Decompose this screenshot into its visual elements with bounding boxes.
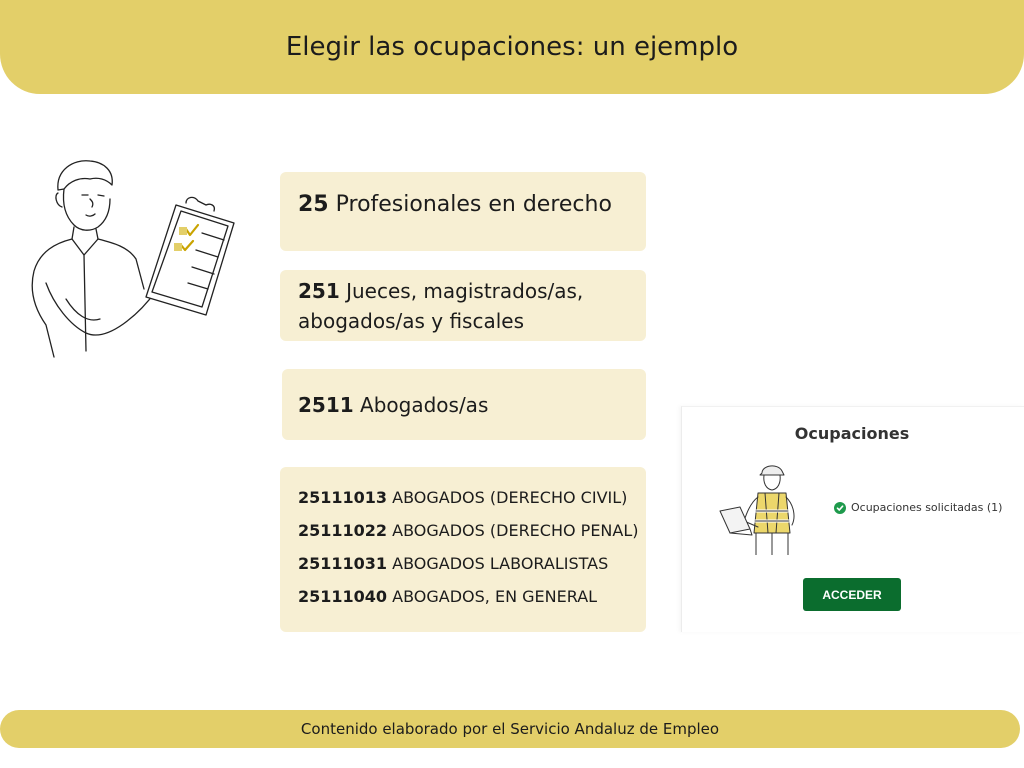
checklist-man-illustration [28,155,250,365]
list-item [298,553,628,586]
occupation-code: 25111022 [298,521,388,540]
panel-title: Ocupaciones [794,424,910,443]
category-label: Abogados/as [360,392,489,417]
occupation-label: ABOGADOS LABORALISTAS [392,554,609,573]
list-item [298,487,628,520]
occupation-label: ABOGADOS (DERECHO CIVIL) [392,488,628,507]
subgroup-code: 251 [298,278,340,303]
occupation-code: 25111013 [298,488,388,507]
footer-banner [0,710,1020,748]
occupation-code: 25111040 [298,587,388,606]
occupation-list [280,467,646,632]
hierarchy-category-2511 [282,369,646,440]
group-code: 25 [298,192,329,217]
occupation-code: 25111031 [298,554,388,573]
check-circle-icon [834,502,846,514]
page-title: Elegir las ocupaciones: un ejemplo [285,32,739,62]
list-item [298,520,639,553]
hierarchy-group-25 [280,172,646,251]
status-line [834,501,1002,514]
worker-laptop-illustration [718,463,806,555]
hierarchy-subgroup-251 [280,270,646,341]
list-item [298,586,628,619]
header-banner [0,0,1024,94]
footer-text: Contenido elaborado por el Servicio Andaluz de Empleo [300,720,720,738]
occupation-label: ABOGADOS (DERECHO PENAL) [392,521,639,540]
occupation-label: ABOGADOS, EN GENERAL [392,587,598,606]
occupations-panel [681,406,1024,632]
group-label: Profesionales en derecho [335,192,612,217]
status-text[interactable]: Ocupaciones solicitadas (1) [851,501,1003,514]
category-code: 2511 [298,392,354,417]
access-button[interactable]: ACCEDER [803,578,901,611]
subgroup-label: Jueces, magistrados/as, abogados/as y fiscales [298,278,584,333]
